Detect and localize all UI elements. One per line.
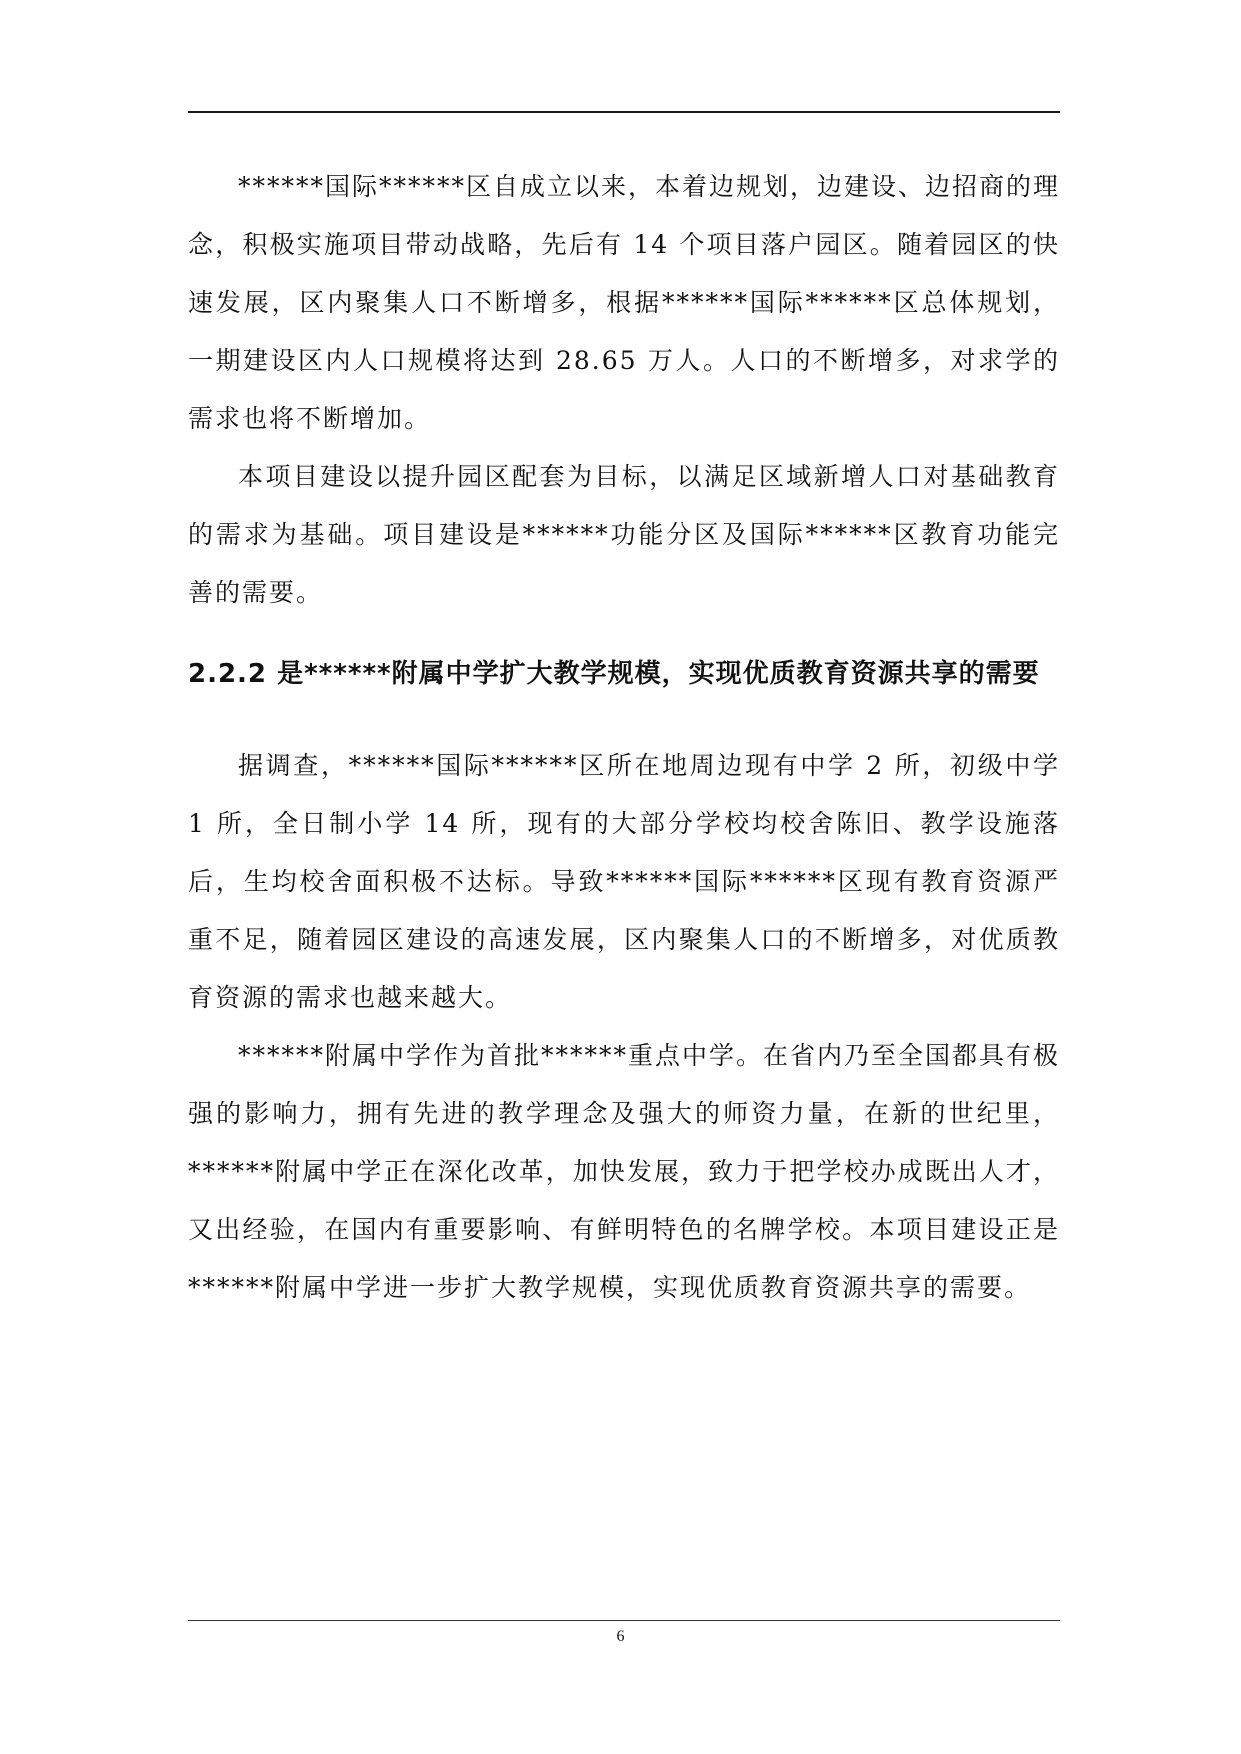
paragraph-affiliated-school: ******附属中学作为首批******重点中学。在省内乃至全国都具有极强的影响力，拥有先进的教学理念及强大的师资力量，在新的世纪里，******附属中学正在深化改革，加快发展，致力于把学校办成既出人才，又出经验，在国内有重要影响、有鲜明特色的名牌学校。本项目建设正是******附属中学进一步扩大教学规模，实现优质教育资源共享的需要。 xyxy=(188,1041,1061,1302)
paragraph-project-goal: 本项目建设以提升园区配套为目标，以满足区域新增人口对基础教育的需求为基础。项目建设是******功能分区及国际******区教育功能完善的需要。 xyxy=(188,462,1060,607)
header-rule xyxy=(188,111,1060,113)
footer-rule xyxy=(188,1620,1060,1621)
paragraph-population-growth: ******国际******区自成立以来，本着边规划，边建设、边招商的理念，积极实施项目带动战略，先后有 14 个项目落户园区。随着园区的快速发展，区内聚集人口不断增多，根据******国际******区总体规划，一期建设区内人口规模将达到 28.65 万人。人口的不断增多，对求学的需求也将不断增加。 xyxy=(188,172,1061,433)
document-body xyxy=(188,158,1060,1317)
section-heading-2-2-2: 2.2.2 是******附属中学扩大教学规模，实现优质教育资源共享的需要 xyxy=(188,659,1040,689)
page-number: 6 xyxy=(616,1628,625,1645)
paragraph-survey: 据调查，******国际******区所在地周边现有中学 2 所，初级中学 1 所，全日制小学 14 所，现有的大部分学校均校舍陈旧、教学设施落后，生均校舍面积极不达标。导致******国际******区现有教育资源严重不足，随着园区建设的高速发展，区内聚集人口的不断增多，对优质教育资源的需求也越来越大。 xyxy=(188,751,1060,1012)
